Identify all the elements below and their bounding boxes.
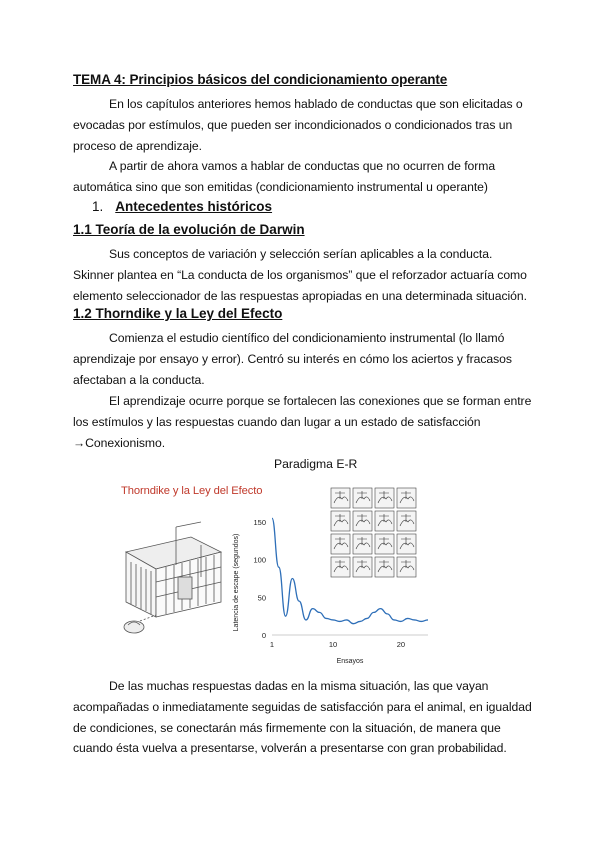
- subsection-heading-1-1: 1.1 Teoría de la evolución de Darwin: [73, 222, 305, 237]
- puzzle-box-illustration: [116, 517, 231, 637]
- figure-caption: Paradigma E-R: [274, 457, 358, 471]
- intro-paragraph-1: En los capítulos anteriores hemos hablado de conductas que son elicitadas o evocadas por estímulos, que pueden ser incondicionados o condicionados tras un proceso de aprendizaje.: [73, 97, 523, 153]
- cat-sequence-cell: [331, 488, 350, 508]
- figure-title: Thorndike y la Ley del Efecto: [121, 485, 263, 497]
- subsection-heading-1-2: 1.2 Thorndike y la Ley del Efecto: [73, 306, 283, 321]
- x-tick-label: 1: [269, 640, 275, 649]
- y-tick-label: 150: [253, 518, 266, 527]
- thorndike-figure: [116, 482, 434, 668]
- subsection-1-2-paragraph-1: Comienza el estudio científico del condicionamiento instrumental (lo llamó aprendizaje por ensayo y error). Centró su interés en cómo los aciertos y fracasos afectaban a la conducta.: [73, 331, 512, 387]
- y-tick-label: 50: [257, 593, 266, 603]
- cat-sequence-cell: [375, 488, 394, 508]
- x-tick-label: 10: [328, 640, 338, 649]
- closing-paragraph: De las muchas respuestas dadas en la misma situación, las que vayan acompañadas o inmediatamente seguidas de satisfacción para el animal, en igualdad de condiciones, se conectarán más firmemente con la situación, de manera que cuando ésta vuelva a presentarse, volverán a presentarse con gran probabilidad.: [73, 679, 532, 756]
- section-heading-text: Antecedentes históricos: [115, 199, 273, 214]
- page-title: TEMA 4: Principios básicos del condicionamiento operante: [73, 72, 448, 87]
- cat-sequence-cell: [397, 488, 416, 508]
- subsection-1-1-paragraph: Sus conceptos de variación y selección serían aplicables a la conducta. Skinner plantea en “La conducta de los organismos” que el reforzador actuaría como elemento seleccionador de las respuestas apropiadas en una determinada situación.: [73, 247, 527, 303]
- escape-latency-chart: [228, 510, 434, 668]
- x-tick-label: 20: [396, 640, 406, 649]
- y-tick-label: 0: [261, 631, 266, 640]
- intro-paragraph-2: A partir de ahora vamos a hablar de conductas que no ocurren de forma automática sino que son emitidas (condicionamiento instrumental u operante): [73, 159, 496, 194]
- escape-latency-series-line: [272, 518, 428, 623]
- subsection-1-2-paragraph-2: El aprendizaje ocurre porque se fortalecen las conexiones que se forman entre los estímulos y las respuestas cuando dan lugar a un estado de satisfacción →Conexionismo.: [73, 394, 532, 450]
- cat-sequence-cell: [353, 488, 372, 508]
- y-tick-label: 100: [253, 555, 266, 565]
- section-heading-1: [92, 199, 272, 214]
- y-axis-label: Latencia de escape (segundos): [233, 533, 240, 632]
- x-axis-label: Ensayos: [336, 658, 364, 665]
- section-number: 1.: [92, 199, 104, 214]
